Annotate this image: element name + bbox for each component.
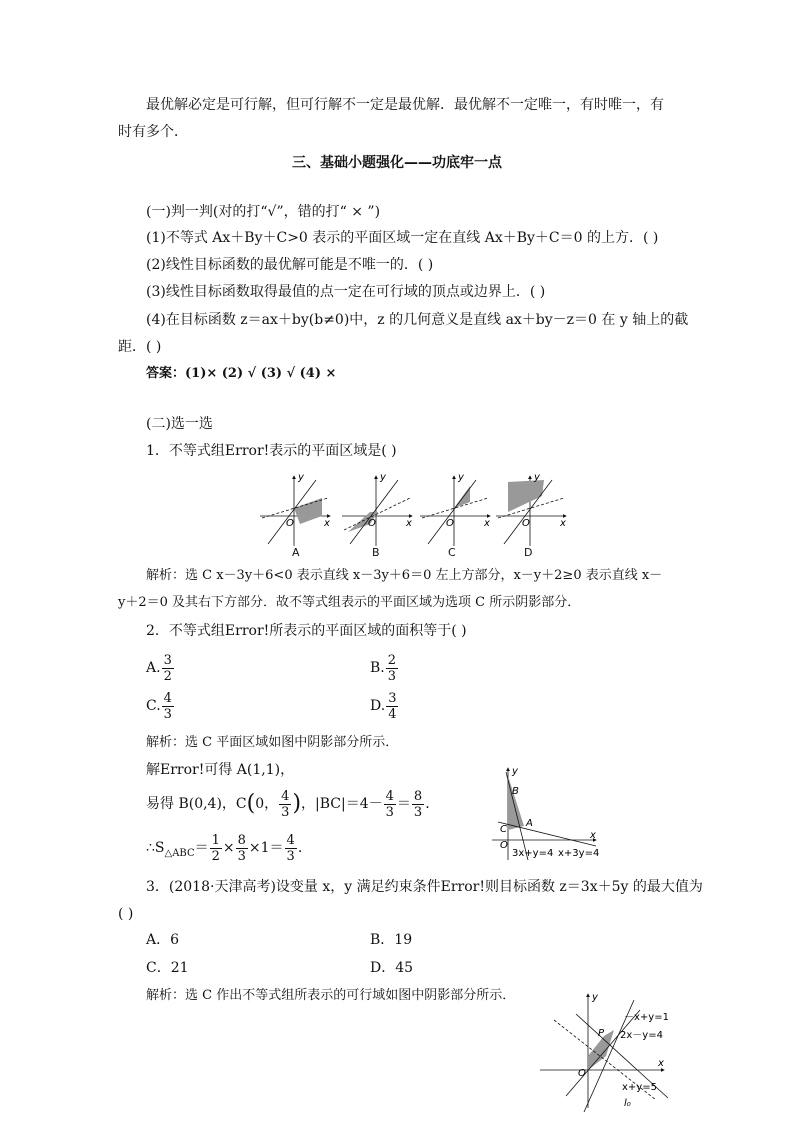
q1-analysis-line-2: y＋2＝0 及其右下方部分．故不等式组表示的平面区域为选项 C 所示阴影部分． (118, 595, 581, 610)
q2-option-d-letter: D. (370, 698, 386, 714)
q2-a4-frac1 (210, 833, 222, 864)
q2-option-a-letter: A. (146, 660, 161, 676)
q3-option-b: B．19 (370, 932, 413, 948)
svg-text:y: y (458, 472, 464, 483)
choose-header: (二)选一选 (146, 416, 213, 432)
q2-option-c-den: 3 (163, 706, 172, 722)
q2-a3-frac3-den: 3 (413, 804, 423, 820)
q2-a4-d: ×1＝ (248, 840, 284, 856)
section-title: 三、基础小题强化——功底牢一点 (292, 155, 502, 171)
q2-fig-x: x (590, 830, 596, 841)
svg-text:O: O (286, 518, 294, 529)
graph-b (342, 472, 412, 546)
q2-a4-frac1-num: 1 (211, 832, 220, 848)
q2-a4-frac2-den: 3 (237, 848, 246, 864)
choose-q3-stem-line-1: 3．(2018·天津高考)设变量 x，y 满足约束条件Error!则目标函数 z＝3x＋5y 的最大值为 (146, 879, 703, 895)
judge-q3: (3)线性目标函数取得最值的点一定在可行域的顶点或边界上．( ) (146, 284, 546, 300)
choose-q1-stem: 1．不等式组Error!表示的平面区域是( ) (146, 443, 397, 459)
q2-a4-b: ＝ (194, 840, 209, 856)
q2-a4-frac1-den: 2 (211, 848, 220, 864)
svg-text:x: x (560, 518, 566, 529)
choose-q2-stem: 2．不等式组Error!所表示的平面区域的面积等于( ) (146, 623, 467, 639)
q3-fig-y: y (592, 992, 598, 1003)
q3-fig-l1: －x+y=1 (624, 1012, 669, 1023)
q2-option-b-den: 3 (387, 668, 397, 684)
q2-a4-frac2 (236, 833, 248, 864)
q1-label-d: D (524, 546, 533, 559)
q3-analysis: 解析：选 C 作出不等式组所表示的可行域如图中阴影部分所示． (146, 988, 516, 1003)
svg-text:y: y (298, 472, 304, 483)
graph-a (260, 472, 330, 546)
intro-line-2: 时有多个． (118, 124, 188, 140)
q2-a4-frac2-num: 8 (237, 832, 246, 848)
q3-fig-l2: 2x－y=4 (620, 1030, 663, 1041)
judge-q1: (1)不等式 Ax＋By＋C>0 表示的平面区域一定在直线 Ax＋By＋C＝0 的上方．( ) (146, 230, 659, 246)
q2-a3-frac3 (412, 789, 424, 820)
q2-option-b-num: 2 (387, 652, 397, 668)
q2-option-d-frac (386, 691, 398, 722)
q1-label-b: B (372, 546, 380, 559)
q2-option-b-letter: B. (370, 660, 385, 676)
q2-a3-frac2 (384, 789, 396, 820)
q2-option-c-letter: C. (146, 698, 161, 714)
q2-a3-frac2-den: 3 (385, 804, 394, 820)
q2-analysis-line-3 (146, 786, 430, 822)
q2-option-b-frac (386, 653, 398, 684)
q1-analysis-line-1: 解析：选 C x－3y＋6<0 表示直线 x－3y＋6＝0 左上方部分，x－y＋2≥0 表示直线 x－ (146, 568, 663, 583)
q2-fig-c: C (500, 824, 507, 835)
q2-fig-a: A (526, 818, 533, 829)
q1-label-a: A (292, 546, 300, 559)
q2-a3-frac3-num: 8 (413, 788, 423, 804)
q3-option-a: A．6 (146, 932, 180, 948)
q2-option-c-num: 4 (163, 690, 172, 706)
q2-option-a-num: 3 (163, 652, 172, 668)
q3-option-d: D．45 (370, 960, 414, 976)
svg-text:y: y (534, 472, 540, 483)
q2-option-a (146, 652, 175, 684)
q2-a3-frac1 (279, 789, 291, 820)
svg-text:x: x (324, 518, 330, 529)
q2-a4-frac3 (285, 833, 297, 864)
graph-c (420, 472, 490, 546)
q2-figure-svg (488, 764, 608, 864)
intro-line-1: 最优解必定是可行解，但可行解不一定是最优解．最优解不一定唯一，有时唯一，有 (146, 97, 664, 113)
q2-analysis-line-2: 解Error!可得 A(1,1)， (146, 762, 295, 778)
choose-q3-stem-line-2: ( ) (118, 906, 134, 922)
q2-a3-frac2-num: 4 (385, 788, 394, 804)
q2-a3-c: ，|BC|＝4－ (301, 796, 383, 812)
q1-label-c: C (448, 546, 456, 559)
q2-analysis-line-1: 解析：选 C 平面区域如图中阴影部分所示． (146, 735, 399, 750)
q2-option-a-frac (162, 653, 174, 684)
q2-a3-lparen: ( (246, 791, 256, 816)
q2-option-c (146, 690, 175, 722)
judge-q2: (2)线性目标函数的最优解可能是不唯一的．( ) (146, 257, 434, 273)
svg-text:O: O (368, 518, 376, 529)
q2-fig-l1: 3x+y=4 (512, 848, 554, 859)
q3-fig-p: P (598, 1028, 605, 1039)
q2-a3-rparen: ) (292, 791, 302, 816)
q2-a4-c: × (222, 840, 235, 856)
q3-fig-o: O (578, 1068, 586, 1079)
q3-fig-x: x (658, 1058, 664, 1069)
q2-a4-frac3-den: 3 (286, 848, 295, 864)
q2-fig-b: B (512, 786, 519, 797)
q2-a3-e: . (425, 796, 430, 812)
q2-a4-e: . (297, 840, 303, 856)
q2-a4-a: ∴S (146, 840, 165, 856)
q2-a4-frac3-num: 4 (286, 832, 295, 848)
q2-a4-sub: △ABC (164, 847, 195, 859)
q2-option-d-num: 3 (388, 690, 397, 706)
q2-option-d (370, 690, 399, 722)
q2-option-c-frac (162, 691, 174, 722)
svg-text:x: x (484, 518, 490, 529)
svg-text:x: x (406, 518, 412, 529)
q3-figure-svg (536, 990, 686, 1115)
svg-text:y: y (380, 472, 386, 483)
q1-figure-set (258, 468, 568, 563)
svg-text:O: O (522, 518, 530, 529)
judge-answer: 答案：(1)× (2) √ (3) √ (4) × (146, 366, 337, 381)
q3-fig-l0: l₀ (624, 1098, 631, 1109)
q2-a3-frac1-den: 3 (281, 804, 290, 820)
svg-text:O: O (446, 518, 454, 529)
q2-figure (488, 764, 608, 864)
graph-d (496, 472, 566, 546)
q3-figure (536, 990, 686, 1115)
q3-fig-l3: x+y=5 (622, 1082, 657, 1093)
judge-q4-line-2: 距．( ) (118, 339, 162, 355)
q2-option-b (370, 652, 399, 684)
q2-a3-a: 易得 B(0,4)，C (146, 796, 247, 812)
judge-header: (一)判一判(对的打“√”，错的打“ × ”) (146, 204, 381, 220)
q2-a3-d: ＝ (396, 796, 411, 812)
q2-fig-y: y (512, 766, 518, 777)
q2-a3-b: 0， (255, 796, 279, 812)
q2-option-d-den: 4 (388, 706, 397, 722)
q2-a3-frac1-num: 4 (281, 788, 290, 804)
q3-option-c: C．21 (146, 960, 189, 976)
q2-option-a-den: 2 (163, 668, 172, 684)
judge-q4-line-1: (4)在目标函数 z＝ax＋by(b≠0)中，z 的几何意义是直线 ax＋by－z＝0 在 y 轴上的截 (146, 312, 689, 328)
q2-fig-l2: x+3y=4 (558, 848, 600, 859)
q2-fig-o: O (500, 840, 508, 851)
q1-graphs-svg (258, 468, 568, 563)
q2-analysis-line-4 (146, 830, 302, 872)
